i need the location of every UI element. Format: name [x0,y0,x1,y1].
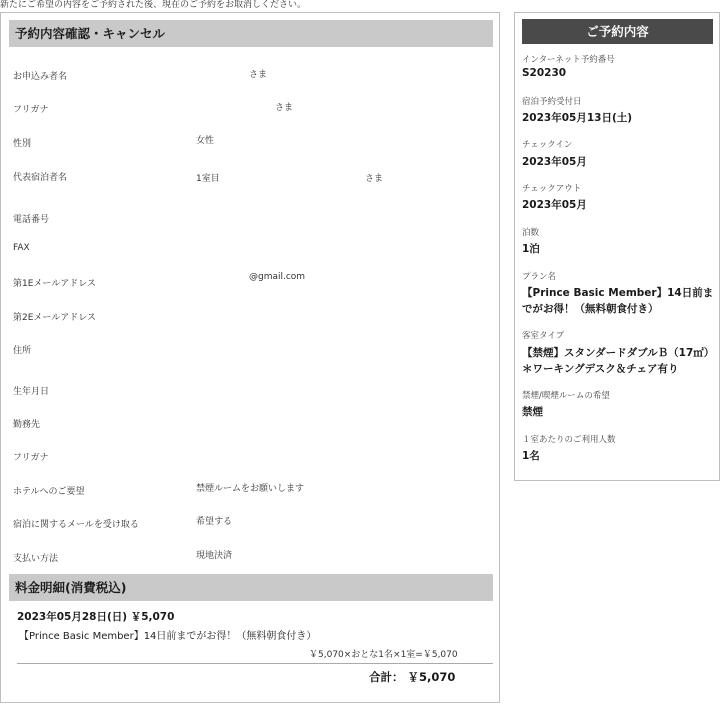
guest-name-label: 代表宿泊者名 [13,173,68,183]
summary-title: ご予約内容 [522,19,713,44]
email2-label: 第2Eメールアドレス [13,313,96,323]
hotel-request-label: ホテルへのご要望 [13,487,85,497]
reservation-summary-panel [514,12,720,481]
guest-name-value: さま [365,174,384,184]
checkin-value: 2023年05月 [522,156,587,168]
payment-method-label: 支払い方法 [13,554,59,564]
booking-date-value: 2023年05月13日(土) [522,112,633,124]
reservation-confirm-panel [0,12,500,703]
guest-room-value: 1室目 [196,174,220,184]
address-label: 住所 [13,346,32,356]
phone-label: 電話番号 [13,215,50,225]
fee-calculation: ￥5,070×おとな1名×1室=￥5,070 [309,650,458,660]
fee-divider [17,663,493,664]
smoking-pref-value: 禁煙 [522,406,543,418]
plan-name-label: プラン名 [522,272,557,282]
birthdate-label: 生年月日 [13,387,50,397]
mail-optin-value: 希望する [196,517,233,527]
checkin-label: チェックイン [522,140,573,150]
payment-method-value: 現地決済 [196,551,233,561]
confirm-section-header: 予約内容確認・キャンセル [9,20,493,47]
mail-optin-label: 宿泊に関するメールを受け取る [13,520,139,530]
employer-label: 勤務先 [13,420,41,430]
checkout-value: 2023年05月 [522,199,587,211]
email1-label: 第1Eメールアドレス [13,279,96,289]
fax-label: FAX [13,243,30,253]
booking-number-label: インターネット予約番号 [522,55,615,65]
nights-label: 泊数 [522,228,540,238]
nights-value: 1泊 [522,243,540,255]
fee-date-line: 2023年05月28日(日) ￥5,070 [17,611,175,623]
fee-plan-line: 【Prince Basic Member】14日前までがお得！（無料朝食付き） [19,631,317,642]
checkout-label: チェックアウト [522,184,582,194]
employer-furigana-label: フリガナ [13,453,49,463]
hotel-request-value: 禁煙ルームをお願いします [196,484,305,494]
booking-number-value: S20230 [522,67,567,79]
guests-per-room-label: １室あたりのご利用人数 [522,435,616,445]
gender-value: 女性 [196,136,215,146]
applicant-name-value: さま [249,70,268,80]
smoking-pref-label: 禁煙/喫煙ルームの希望 [522,391,610,401]
instruction-note: 新たにご希望の内容をご予約された後、現在のご予約をお取消しください。 [0,0,307,10]
guests-per-room-value: 1名 [522,450,540,462]
room-type-value: 【禁煙】スタンダードダブルＢ（17㎡）＊ワーキングデスク＆チェア有り [522,347,715,375]
furigana-label: フリガナ [13,105,49,115]
fee-total: 合計： ￥5,070 [369,670,456,684]
applicant-name-label: お申込み者名 [13,72,68,82]
furigana-value: さま [275,103,294,113]
gender-label: 性別 [13,139,32,149]
email1-value: @gmail.com [249,272,306,282]
booking-date-label: 宿泊予約受付日 [522,97,582,107]
fee-section-header: 料金明細(消費税込) [9,574,493,601]
plan-name-value: 【Prince Basic Member】14日前までがお得！（無料朝食付き） [522,287,714,315]
room-type-label: 客室タイプ [522,331,565,341]
